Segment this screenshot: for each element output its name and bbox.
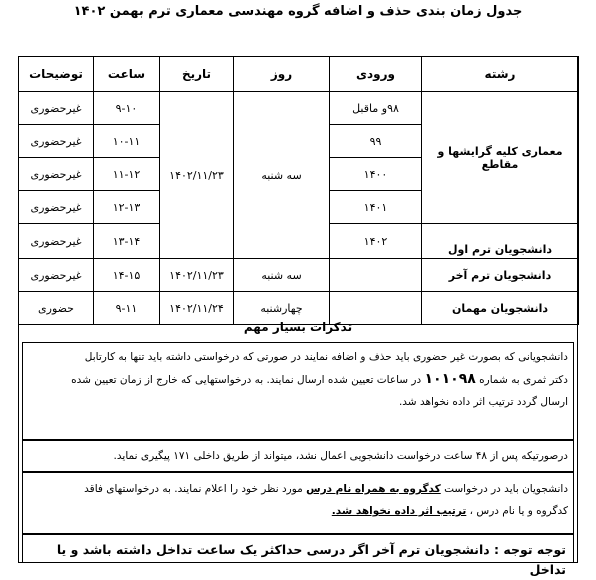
field-architecture: معماری کلیه گرایشها و مقاطع bbox=[422, 92, 579, 224]
schedule-table bbox=[18, 56, 579, 325]
note-cell: غیرحضوری bbox=[19, 158, 94, 191]
entry-cell: ۹۹ bbox=[330, 125, 422, 158]
note-cell: غیرحضوری bbox=[19, 224, 94, 259]
note-3-line-1 bbox=[30, 478, 568, 500]
warning-line bbox=[22, 540, 574, 580]
entry-cell bbox=[330, 259, 422, 292]
page-title: جدول زمان بندی حذف و اضافه گروه مهندسی معماری ترم بهمن ۱۴۰۲ bbox=[73, 4, 523, 19]
day-cell: سه شنبه bbox=[234, 259, 330, 292]
note-1 bbox=[30, 346, 568, 413]
time-cell: ۱۰-۱۱ bbox=[94, 125, 160, 158]
notes-title: تذکرات بسیار مهم bbox=[243, 320, 353, 334]
inbox-number: ۱۰۱۰۹۸ bbox=[424, 371, 476, 387]
field-last-term: دانشجویان ترم آخر bbox=[422, 259, 579, 292]
field-guest: دانشجویان مهمان bbox=[422, 292, 579, 325]
time-cell: ۹-۱۱ bbox=[94, 292, 160, 325]
note-cell: حضوری bbox=[19, 292, 94, 325]
note-cell: غیرحضوری bbox=[19, 125, 94, 158]
table-header-row bbox=[19, 57, 579, 92]
header-time: ساعت bbox=[94, 57, 160, 92]
note-3-emphasis-2: ترتیب اثر داده نخواهد شد. bbox=[331, 505, 467, 517]
date-cell: ۱۴۰۲/۱۱/۲۳ bbox=[160, 92, 234, 259]
table-row bbox=[19, 259, 579, 292]
note-3-text-2: مورد نظر خود را اعلام نمایند. به درخواستهای فاقد bbox=[84, 483, 303, 495]
note-1-line-1: دانشجویانی که بصورت غیر حضوری باید حذف و اضافه نمایند در صورتی که درخواستی داشته باید تنها به کارتابل bbox=[84, 351, 568, 363]
warning-label: توجه توجه : bbox=[494, 542, 566, 557]
note-1-line-2 bbox=[30, 368, 568, 391]
day-cell: چهارشنبه bbox=[234, 292, 330, 325]
date-cell: ۱۴۰۲/۱۱/۲۳ bbox=[160, 259, 234, 292]
note-3-text: دانشجویان باید در درخواست bbox=[444, 483, 568, 495]
time-cell: ۹-۱۰ bbox=[94, 92, 160, 125]
header-notes: توضیحات bbox=[19, 57, 94, 92]
note-3-text-3: کدگروه و یا نام درس ، bbox=[469, 505, 568, 517]
date-cell: ۱۴۰۲/۱۱/۲۴ bbox=[160, 292, 234, 325]
note-1-text: دکتر ثمری به شماره bbox=[479, 374, 568, 386]
warning-text: دانشجویان ترم آخر اگر درسی حداکثر یک ساعت تداخل داشته باشد و یا تداخل bbox=[56, 542, 566, 577]
note-cell: غیرحضوری bbox=[19, 191, 94, 224]
note-1-line-3: ارسال گردد ترتیب اثر داده نخواهد شد. bbox=[398, 396, 568, 408]
table-row bbox=[19, 92, 579, 125]
entry-cell: ۱۴۰۰ bbox=[330, 158, 422, 191]
header-day: روز bbox=[234, 57, 330, 92]
entry-cell: ۱۴۰۱ bbox=[330, 191, 422, 224]
header-entry: ورودی bbox=[330, 57, 422, 92]
note-3-emphasis: کدگروه به همراه نام درس bbox=[306, 483, 441, 495]
note-3 bbox=[30, 478, 568, 522]
note-cell: غیرحضوری bbox=[19, 92, 94, 125]
time-cell: ۱۳-۱۴ bbox=[94, 224, 160, 259]
time-cell: ۱۱-۱۲ bbox=[94, 158, 160, 191]
note-1-text-2: در ساعات تعیین شده ارسال نمایند. به درخواستهایی که خارج از زمان تعیین شده bbox=[71, 374, 422, 386]
entry-cell: ۱۴۰۲ bbox=[330, 224, 422, 259]
header-date: تاریخ bbox=[160, 57, 234, 92]
day-cell: سه شنبه bbox=[234, 92, 330, 259]
note-cell: غیرحضوری bbox=[19, 259, 94, 292]
time-cell: ۱۴-۱۵ bbox=[94, 259, 160, 292]
entry-cell: ۹۸و ماقبل bbox=[330, 92, 422, 125]
header-field: رشته bbox=[422, 57, 579, 92]
note-2: درصورتیکه پس از ۴۸ ساعت درخواست دانشجویی اعمال نشد، میتواند از طریق داخلی ۱۷۱ پیگیری نماید. bbox=[113, 450, 568, 462]
time-cell: ۱۲-۱۳ bbox=[94, 191, 160, 224]
field-first-term: دانشجویان ترم اول bbox=[422, 224, 579, 259]
note-3-line-2 bbox=[30, 500, 568, 522]
